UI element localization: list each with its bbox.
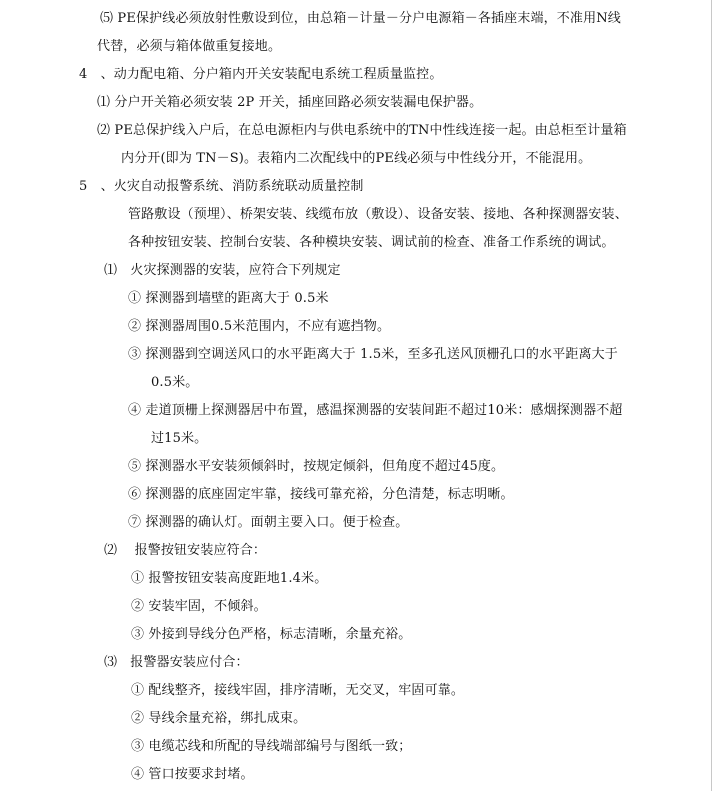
list-item: ⑦ 探测器的确认灯。面朝主要入口。便于检查。	[128, 515, 409, 530]
text-line: ⑸ PE保护线必须放射性敷设到位，由总箱－计量－分户电源箱－各插座末端，不准用N线	[100, 11, 621, 26]
text-line: 各种按钮安装、控制台安装、各种模块安装、调试前的检查、准备工作系统的调试。	[128, 235, 615, 250]
page-edge-divider	[711, 0, 712, 791]
subsection-heading: ⑵ 报警按钮安装应符合：	[104, 543, 267, 558]
text-line: ⑵ PE总保护线入户后，在总电源柜内与供电系统中的TN中性线连接一起。由总柜至计量箱	[97, 123, 627, 138]
text-line: ⑴ 分户开关箱必须安装 2P 开关，插座回路必须安装漏电保护器。	[97, 95, 483, 110]
text-line: 代替，必须与箱体做重复接地。	[97, 39, 282, 54]
list-item: ④ 管口按要求封堵。	[131, 767, 254, 782]
subsection-heading: ⑴ 火灾探测器的安装，应符合下列规定	[104, 263, 341, 278]
list-item: ⑥ 探测器的底座固定牢靠，接线可靠充裕，分色清楚，标志明晰。	[128, 487, 514, 502]
list-item: ③ 外接到导线分色严格，标志清晰，余量充裕。	[131, 627, 412, 642]
list-item: ② 安装牢固，不倾斜。	[131, 599, 267, 614]
list-item: ④ 走道顶栅上探测器居中布置，感温探测器的安装间距不超过10米：感烟探测器不超	[128, 403, 623, 418]
list-item: ② 探测器周围0.5米范围内，不应有遮挡物。	[128, 319, 391, 334]
list-item: ③ 电缆芯线和所配的导线端部编号与图纸一致；	[131, 739, 412, 754]
list-item: ① 报警按钮安装高度距地1.4米。	[131, 571, 328, 586]
list-item: ① 探测器到墙壁的距离大于 0.5米	[128, 291, 329, 306]
section-heading: 5 、火灾自动报警系统、消防系统联动质量控制	[79, 179, 364, 194]
list-item-continuation: 过15米。	[151, 431, 208, 446]
section-heading: 4 、动力配电箱、分户箱内开关安装配电系统工程质量监控。	[79, 67, 443, 82]
list-item: ⑤ 探测器水平安装须倾斜时，按规定倾斜，但角度不超过45度。	[128, 459, 505, 474]
list-item-continuation: 0.5米。	[151, 375, 199, 390]
list-item: ② 导线余量充裕，绑扎成束。	[131, 711, 307, 726]
text-line: 管路敷设（预埋）、桥架安装、线缆布放（敷设）、设备安装、接地、各种探测器安装、	[128, 207, 628, 222]
text-line: 内分开(即为 TN－S)。表箱内二次配线中的PE线必须与中性线分开，不能混用。	[121, 151, 592, 166]
list-item: ③ 探测器到空调送风口的水平距离大于 1.5米，至多孔送风顶栅孔口的水平距离大于	[128, 347, 618, 362]
subsection-heading: ⑶ 报警器安装应付合：	[104, 655, 249, 670]
list-item: ① 配线整齐，接线牢固，排序清晰，无交叉，牢固可靠。	[131, 683, 465, 698]
